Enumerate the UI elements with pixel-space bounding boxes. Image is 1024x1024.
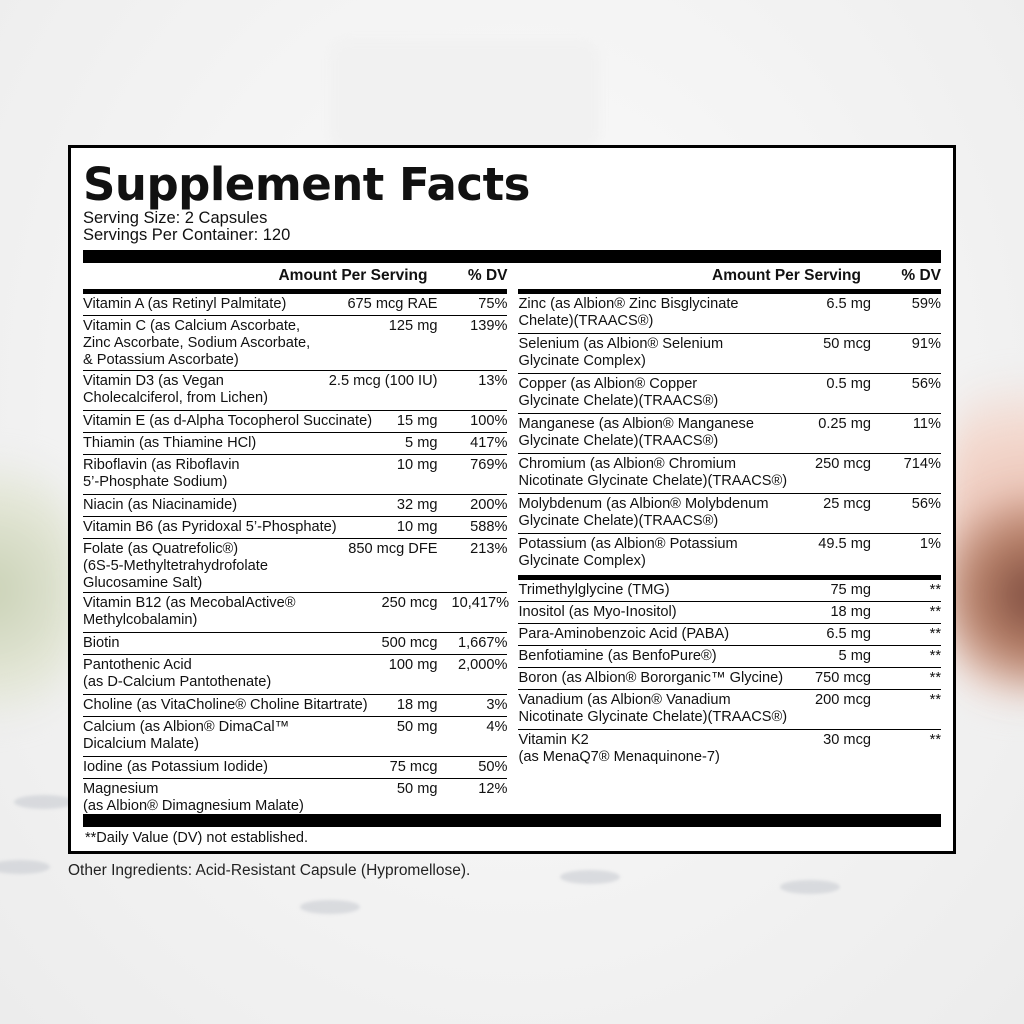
nutrient-name: Choline (as VitaCholine® Choline Bitartrate) [83,697,368,713]
nutrient-daily-value: 3% [486,697,508,713]
nutrient-name: Magnesium (as Albion® Dimagnesium Malate) [83,781,304,814]
nutrient-row [83,717,507,757]
background-dot [0,860,50,874]
nutrient-row [518,580,941,602]
nutrient-amount: 0.5 mg [826,376,871,392]
nutrient-name: Vitamin B6 (as Pyridoxal 5’-Phosphate) [83,519,337,535]
header-amount-label: Amount Per Serving [712,267,861,284]
nutrient-daily-value: 10,417% [451,595,510,611]
nutrient-name: Riboflavin (as Riboflavin 5’-Phosphate Sodium) [83,457,240,490]
nutrient-name: Niacin (as Niacinamide) [83,497,238,513]
background-dot [780,880,840,894]
nutrient-row [518,534,941,574]
nutrient-row [83,517,507,539]
nutrient-amount: 32 mg [396,497,438,513]
nutrient-name: Molybdenum (as Albion® Molybdenum Glycinate Chelate)(TRAACS®) [518,496,769,529]
nutrient-row [518,602,941,624]
right-column [518,263,941,793]
nutrient-amount: 15 mg [396,413,438,429]
nutrient-daily-value: 213% [470,541,508,557]
nutrient-row [518,624,941,646]
nutrient-row [518,414,941,454]
nutrient-daily-value: 769% [470,457,508,473]
nutrient-row [518,690,941,730]
nutrient-daily-value: ** [929,626,941,642]
nutrient-name: Vitamin C (as Calcium Ascorbate, Zinc Ascorbate, Sodium Ascorbate, & Potassium Ascorbate) [83,318,311,368]
nutrient-amount: 75 mg [830,582,871,598]
serving-size: Serving Size: 2 Capsules [83,209,268,227]
nutrient-name: Thiamin (as Thiamine HCl) [83,435,257,451]
nutrient-row [83,695,507,717]
nutrient-row [518,374,941,414]
nutrient-amount: 750 mcg [815,670,871,686]
nutrient-name: Vitamin D3 (as Vegan Cholecalciferol, from Lichen) [83,373,268,406]
nutrient-row [518,294,941,334]
nutrient-row [83,294,507,316]
nutrient-daily-value: 2,000% [457,657,508,673]
nutrient-name: Vitamin B12 (as MecobalActive® Methylcobalamin) [83,595,296,628]
nutrient-name: Iodine (as Potassium Iodide) [83,759,268,775]
nutrient-name: Zinc (as Albion® Zinc Bisglycinate Chelate)(TRAACS®) [518,296,739,329]
nutrient-daily-value: ** [929,604,941,620]
nutrient-daily-value: ** [929,732,941,748]
column-header [518,263,941,294]
nutrient-row [83,757,507,779]
nutrient-name: Manganese (as Albion® Manganese Glycinate Chelate)(TRAACS®) [518,416,754,449]
nutrient-name: Vitamin K2 (as MenaQ7® Menaquinone-7) [518,732,720,765]
nutrient-amount: 75 mcg [389,759,438,775]
background-dot [300,900,360,914]
bottom-divider-bar [83,814,941,827]
nutrient-name: Potassium (as Albion® Potassium Glycinate Complex) [518,536,738,569]
header-amount-label: Amount Per Serving [278,267,428,284]
nutrient-row [83,371,507,411]
nutrient-amount: 675 mcg RAE [347,296,438,312]
nutrient-amount: 18 mg [396,697,438,713]
nutrient-amount: 850 mcg DFE [348,541,438,557]
nutrient-daily-value: 100% [470,413,508,429]
panel-title: Supplement Facts [83,158,530,211]
left-column [83,263,510,814]
nutrient-row [83,779,507,819]
nutrient-name: Copper (as Albion® Copper Glycinate Chelate)(TRAACS®) [518,376,719,409]
right-nutrient-list-minerals [518,294,941,574]
nutrient-daily-value: 59% [911,296,941,312]
nutrient-daily-value: ** [929,670,941,686]
nutrient-name: Selenium (as Albion® Selenium Glycinate Complex) [518,336,724,369]
nutrient-amount: 2.5 mcg (100 IU) [328,373,438,389]
servings-per-container: Servings Per Container: 120 [83,226,291,244]
nutrient-name: Boron (as Albion® Bororganic™ Glycine) [518,670,784,686]
nutrient-daily-value: 56% [911,376,941,392]
nutrient-daily-value: ** [929,648,941,664]
header-dv-label: % DV [901,267,941,284]
other-ingredients: Other Ingredients: Acid-Resistant Capsule (Hypromellose). [68,862,471,879]
nutrient-amount: 25 mcg [823,496,871,512]
nutrient-daily-value: 56% [911,496,941,512]
nutrient-amount: 49.5 mg [818,536,871,552]
nutrient-row [83,655,507,695]
nutrient-row [518,730,941,770]
background-dot [560,870,620,884]
nutrient-row [83,593,510,633]
nutrient-amount: 30 mcg [823,732,871,748]
nutrient-daily-value: 139% [470,318,508,334]
nutrient-amount: 50 mg [396,719,438,735]
nutrient-row [518,646,941,668]
nutrient-row [518,494,941,534]
nutrient-amount: 10 mg [396,457,438,473]
nutrient-name: Inositol (as Myo-Inositol) [518,604,677,620]
nutrient-row [518,668,941,690]
nutrient-daily-value: 91% [911,336,941,352]
nutrient-amount: 18 mg [830,604,871,620]
nutrient-name: Trimethylglycine (TMG) [518,582,670,598]
nutrient-amount: 5 mg [838,648,871,664]
nutrient-daily-value: 13% [478,373,508,389]
nutrient-amount: 50 mcg [823,336,871,352]
nutrient-daily-value: 714% [903,456,941,472]
nutrient-daily-value: 75% [478,296,508,312]
nutrient-name: Pantothenic Acid (as D-Calcium Pantothenate) [83,657,272,690]
nutrient-name: Chromium (as Albion® Chromium Nicotinate Glycinate Chelate)(TRAACS®) [518,456,788,489]
nutrient-amount: 50 mg [396,781,438,797]
nutrient-name: Biotin [83,635,120,651]
nutrient-name: Vitamin E (as d-Alpha Tocopherol Succinate) [83,413,373,429]
right-nutrient-list-other [518,580,941,770]
nutrient-daily-value: 50% [478,759,508,775]
nutrient-row [83,433,507,455]
nutrient-row [83,411,507,433]
nutrient-row [83,495,507,517]
nutrient-daily-value: 588% [470,519,508,535]
top-divider-bar [83,250,941,263]
column-header [83,263,507,294]
nutrient-name: Vitamin A (as Retinyl Palmitate) [83,296,287,312]
nutrient-row [83,633,507,655]
nutrient-row [83,455,507,495]
nutrient-daily-value: 1,667% [457,635,508,651]
facts-columns [83,263,941,814]
background-dot [14,795,74,809]
nutrient-amount: 5 mg [405,435,438,451]
nutrient-daily-value: 417% [470,435,508,451]
nutrient-daily-value: ** [929,582,941,598]
nutrient-amount: 6.5 mg [826,626,871,642]
nutrient-amount: 500 mcg [381,635,438,651]
nutrient-name: Folate (as Quatrefolic®) (6S-5-Methyltetrahydrofolate Glucosamine Salt) [83,541,268,591]
nutrient-row [83,539,507,593]
nutrient-amount: 10 mg [396,519,438,535]
nutrient-daily-value: 12% [478,781,508,797]
background-bottle [330,40,600,150]
nutrient-daily-value: 1% [919,536,941,552]
nutrient-daily-value: ** [929,692,941,708]
nutrient-amount: 0.25 mg [818,416,871,432]
nutrient-amount: 125 mg [388,318,438,334]
nutrient-amount: 100 mg [388,657,438,673]
nutrient-daily-value: 11% [912,416,941,432]
nutrient-amount: 250 mcg [381,595,438,611]
nutrient-name: Para-Aminobenzoic Acid (PABA) [518,626,730,642]
daily-value-footnote: **Daily Value (DV) not established. [85,830,308,846]
nutrient-name: Vanadium (as Albion® Vanadium Nicotinate Glycinate Chelate)(TRAACS®) [518,692,788,725]
nutrient-name: Calcium (as Albion® DimaCal™ Dicalcium Malate) [83,719,290,752]
nutrient-row [518,454,941,494]
nutrient-daily-value: 4% [486,719,508,735]
nutrient-row [83,316,507,371]
header-dv-label: % DV [467,267,508,284]
left-nutrient-list [83,294,510,819]
nutrient-daily-value: 200% [470,497,508,513]
nutrient-name: Benfotiamine (as BenfoPure®) [518,648,717,664]
supplement-facts-panel [68,145,956,854]
nutrient-amount: 200 mcg [815,692,871,708]
nutrient-row [518,334,941,374]
nutrient-amount: 250 mcg [815,456,871,472]
nutrient-amount: 6.5 mg [826,296,871,312]
